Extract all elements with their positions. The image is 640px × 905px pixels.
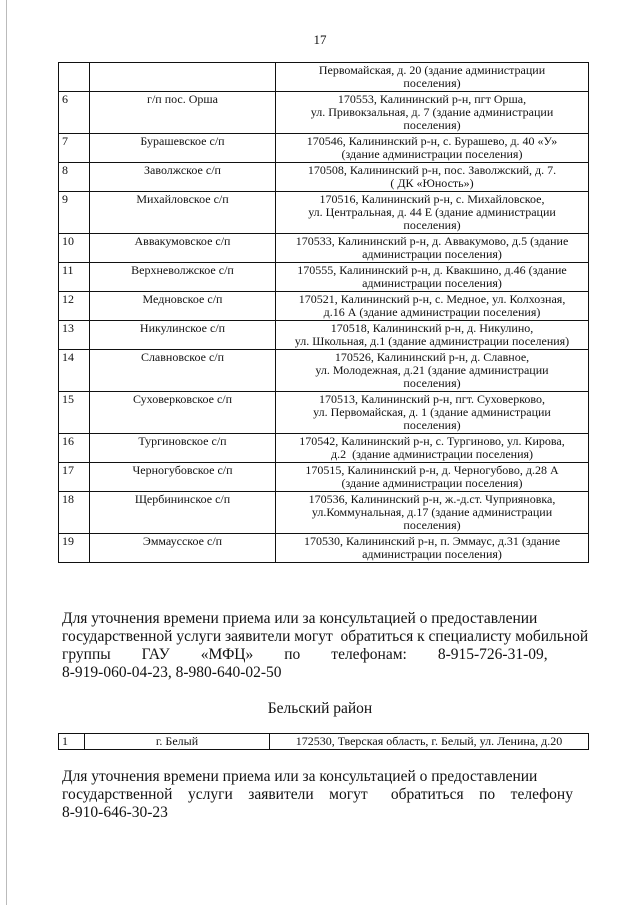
settlement-address (276, 434, 589, 463)
table-row (59, 492, 589, 534)
page-number: 17 (313, 32, 327, 47)
settlement-address (276, 192, 589, 234)
settlement-name: Михайловское с/п (90, 192, 276, 234)
table-row (59, 263, 589, 292)
paragraph-line: государственной услуги заявители могут обратиться по телефону (62, 786, 573, 803)
settlement-address (276, 534, 589, 563)
row-number: 6 (59, 92, 90, 134)
row-number: 1 (59, 734, 85, 750)
address-line: 170513, Калининский р-н, пгт. Суховерково, (318, 392, 546, 406)
address-line: ул. Центральная, д. 44 Е (здание администрации (308, 205, 556, 219)
address-line: 170553, Калининский р-н, пгт Орша, (337, 92, 527, 106)
settlement-name: Щербининское с/п (90, 492, 276, 534)
settlement-address (276, 392, 589, 434)
settlement-address (276, 492, 589, 534)
settlement-address (276, 463, 589, 492)
address-line: ул. Первомайская, д. 1 (здание администрации (313, 405, 551, 419)
table-row (59, 92, 589, 134)
address-line: д.16 А (здание администрации поселения) (323, 305, 541, 319)
row-number: 17 (59, 463, 90, 492)
table-row (59, 534, 589, 563)
address-line: 170555, Калининский р-н, д. Квакшино, д.46 (здание (297, 263, 567, 277)
settlement-name: Заволжское с/п (90, 163, 276, 192)
settlement-name: Черногубовское с/п (90, 463, 276, 492)
paragraph-line: государственной услуги заявители могут обратиться к специалисту мобильной (62, 628, 589, 645)
table-row (59, 434, 589, 463)
settlement-address (276, 234, 589, 263)
settlements-table-body (59, 63, 589, 563)
row-number: 12 (59, 292, 90, 321)
address-line: 170518, Калининский р-н, д. Никулино, (330, 321, 534, 335)
belsky-table (58, 733, 589, 750)
address-line: администрации поселения) (362, 547, 502, 561)
paragraph-consultation-phone (62, 768, 586, 822)
table-row (59, 134, 589, 163)
address-line: поселения) (403, 118, 461, 132)
address-line: 170536, Калининский р-н, ж.-д.ст. Чуприяновка, (308, 492, 556, 506)
address-line: 170542, Калининский р-н, с. Тургиново, ул. Кирова, (299, 434, 565, 448)
table-row (59, 734, 589, 750)
table-row (59, 350, 589, 392)
address-line: ул. Школьная, д.1 (здание администрации поселения) (294, 334, 570, 348)
address-line: поселения) (403, 418, 461, 432)
row-number: 11 (59, 263, 90, 292)
row-number: 15 (59, 392, 90, 434)
scan-edge-line (6, 0, 7, 905)
row-number (59, 63, 90, 92)
row-number: 10 (59, 234, 90, 263)
paragraph-line: Для уточнения времени приема или за консультацией о предоставлении (62, 768, 538, 785)
row-number: 8 (59, 163, 90, 192)
settlement-address (276, 263, 589, 292)
address-line: 170508, Калининский р-н, пос. Заволжский, д. 7. (307, 163, 557, 177)
address-line: 170530, Калининский р-н, п. Эммаус, д.31 (здание (303, 534, 561, 548)
table-row (59, 321, 589, 350)
table-row (59, 392, 589, 434)
address-line: поселения) (403, 76, 461, 90)
settlement-name: Медновское с/п (90, 292, 276, 321)
address-line: поселения) (403, 518, 461, 532)
address-line: поселения) (403, 218, 461, 232)
address-line: (здание администрации поселения) (341, 147, 523, 161)
table-row (59, 192, 589, 234)
table-row (59, 163, 589, 192)
address-line: 170521, Калининский р-н, с. Медное, ул. Колхозная, (298, 292, 566, 306)
address-line: 170515, Калининский р-н, д. Черногубово, д.28 А (305, 463, 559, 477)
paragraph-line: Для уточнения времени приема или за консультацией о предоставлении (62, 610, 538, 627)
address-line: (здание администрации поселения) (341, 476, 523, 490)
row-number: 9 (59, 192, 90, 234)
settlement-name: Эммаусское с/п (90, 534, 276, 563)
row-number: 18 (59, 492, 90, 534)
address-line: поселения) (403, 376, 461, 390)
settlement-address (276, 63, 589, 92)
table-row (59, 63, 589, 92)
paragraph-line: 8-919-060-04-23, 8-980-640-02-50 (62, 664, 282, 681)
settlement-address (276, 92, 589, 134)
address-line: администрации поселения) (362, 276, 502, 290)
settlement-name: Никулинское с/п (90, 321, 276, 350)
settlement-name: Тургиновское с/п (90, 434, 276, 463)
paragraph-consultation-mobile-group (62, 610, 589, 682)
settlement-address (276, 350, 589, 392)
paragraph-line: группы ГАУ «МФЦ» по телефонам: 8-915-726-31-09, (62, 646, 548, 663)
row-number: 7 (59, 134, 90, 163)
address-line: Первомайская, д. 20 (здание администрации (318, 63, 546, 77)
address-line: 170526, Калининский р-н, д. Славное, (334, 350, 530, 364)
settlement-address: 172530, Тверская область, г. Белый, ул. Ленина, д.20 (270, 734, 589, 750)
table-row (59, 463, 589, 492)
address-line: 170516, Калининский р-н, с. Михайловское, (319, 192, 545, 206)
settlement-name: Суховерковское с/п (90, 392, 276, 434)
table-row (59, 292, 589, 321)
settlements-table (58, 62, 589, 563)
address-line: ул. Молодежная, д.21 (здание администрации (315, 363, 549, 377)
row-number: 16 (59, 434, 90, 463)
address-line: ул.Коммунальная, д.17 (здание администрации (311, 505, 553, 519)
row-number: 14 (59, 350, 90, 392)
row-number: 19 (59, 534, 90, 563)
settlement-address (276, 163, 589, 192)
address-line: ( ДК «Юность») (390, 176, 474, 190)
address-line: д.2 (здание администрации поселения) (330, 447, 534, 461)
address-line: администрации поселения) (362, 247, 502, 261)
settlement-name: г. Белый (85, 734, 270, 750)
settlement-name: Бурашевское с/п (90, 134, 276, 163)
row-number: 13 (59, 321, 90, 350)
settlement-name: г/п пос. Орша (90, 92, 276, 134)
paragraph-line: 8-910-646-30-23 (62, 804, 168, 821)
section-heading: Бельский район (267, 700, 373, 717)
settlement-address (276, 292, 589, 321)
address-line: 170533, Калининский р-н, д. Аввакумово, д.5 (здание (295, 234, 569, 248)
settlement-name: Верхневолжское с/п (90, 263, 276, 292)
settlement-name: Аввакумовское с/п (90, 234, 276, 263)
settlement-name (90, 63, 276, 92)
address-line: ул. Привокзальная, д. 7 (здание администрации (310, 105, 554, 119)
address-line: 170546, Калининский р-н, с. Бурашево, д. 40 «У» (306, 134, 558, 148)
settlement-address (276, 321, 589, 350)
settlement-name: Славновское с/п (90, 350, 276, 392)
settlement-address (276, 134, 589, 163)
table-row (59, 234, 589, 263)
